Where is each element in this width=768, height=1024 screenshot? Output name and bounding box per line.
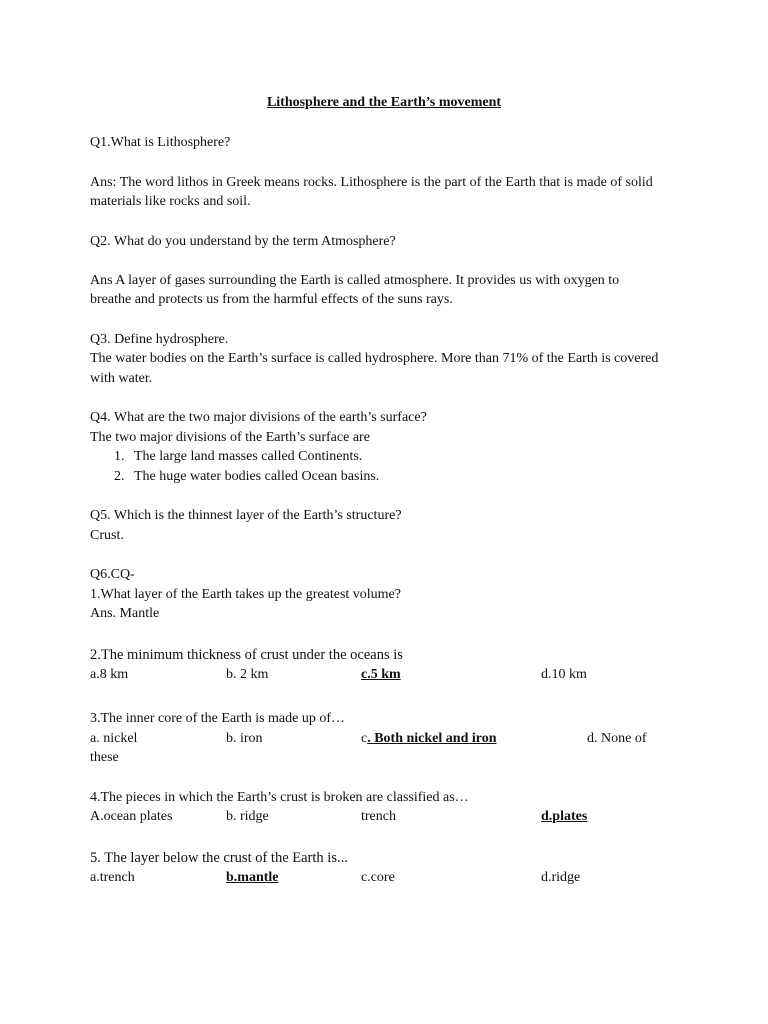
- list-number: 1.: [114, 449, 125, 464]
- option-b-correct: b.mantle: [226, 870, 279, 885]
- q1-answer-line2: materials like rocks and soil.: [90, 194, 251, 209]
- q6-sub1-question: 1.What layer of the Earth takes up the greatest volume?: [90, 587, 401, 602]
- option-c-prefix: c: [361, 731, 368, 746]
- option-a: a.trench: [90, 870, 135, 885]
- q2-question: Q2. What do you understand by the term Atmosphere?: [90, 234, 396, 249]
- q5-question: Q5. Which is the thinnest layer of the Earth’s structure?: [90, 508, 402, 523]
- q3-answer-line2: with water.: [90, 371, 153, 386]
- option-a: a. nickel: [90, 731, 138, 746]
- document-title: Lithosphere and the Earth’s movement: [266, 95, 502, 110]
- list-number: 2.: [114, 469, 125, 484]
- q6-sub1-answer: Ans. Mantle: [90, 606, 160, 621]
- option-d: d. None of: [587, 731, 647, 746]
- q4-list-item: [114, 447, 362, 467]
- q3-answer-line1: The water bodies on the Earth’s surface is called hydrosphere. More than 71% of the Earth is covered: [90, 351, 659, 366]
- option-b: b. ridge: [226, 809, 269, 824]
- option-a: a.8 km: [90, 667, 129, 682]
- q4-answer-intro: The two major divisions of the Earth’s surface are: [90, 430, 370, 445]
- q6-sub2-question: 2.The minimum thickness of crust under the oceans is: [90, 647, 403, 663]
- q6-sub3-question: 3.The inner core of the Earth is made up of…: [90, 711, 346, 726]
- option-b: b. 2 km: [226, 667, 269, 682]
- q6-sub4-question: 4.The pieces in which the Earth’s crust is broken are classified as…: [90, 790, 469, 805]
- option-c: trench: [361, 809, 396, 824]
- list-text: The large land masses called Continents.: [134, 449, 363, 464]
- option-a: A.ocean plates: [90, 809, 173, 824]
- list-text: The huge water bodies called Ocean basins.: [134, 469, 380, 484]
- option-c: c.core: [361, 870, 395, 885]
- option-d-continuation: these: [90, 750, 119, 765]
- option-b: b. iron: [226, 731, 263, 746]
- q3-question: Q3. Define hydrosphere.: [90, 332, 229, 347]
- q2-answer-line2: breathe and protects us from the harmful effects of the suns rays.: [90, 292, 453, 307]
- option-c-text: . Both nickel and iron: [367, 731, 497, 746]
- q5-answer: Crust.: [90, 528, 124, 543]
- q6-sub5-question: 5. The layer below the crust of the Earth is...: [90, 850, 348, 866]
- q4-list-item: [114, 467, 379, 487]
- option-d-correct: d.plates: [541, 809, 588, 824]
- q1-answer-line1: Ans: The word lithos in Greek means rocks. Lithosphere is the part of the Earth that is made of solid: [90, 175, 653, 190]
- q2-answer-line1: Ans A layer of gases surrounding the Earth is called atmosphere. It provides us with oxygen to: [90, 273, 620, 288]
- option-d: d.ridge: [541, 870, 581, 885]
- option-c-correct: [361, 729, 497, 749]
- q6-heading: Q6.CQ-: [90, 567, 135, 582]
- q1-question: Q1.What is Lithosphere?: [90, 135, 231, 150]
- q4-question: Q4. What are the two major divisions of the earth’s surface?: [90, 410, 427, 425]
- option-d: d.10 km: [541, 667, 587, 682]
- option-c-correct: c.5 km: [361, 667, 401, 682]
